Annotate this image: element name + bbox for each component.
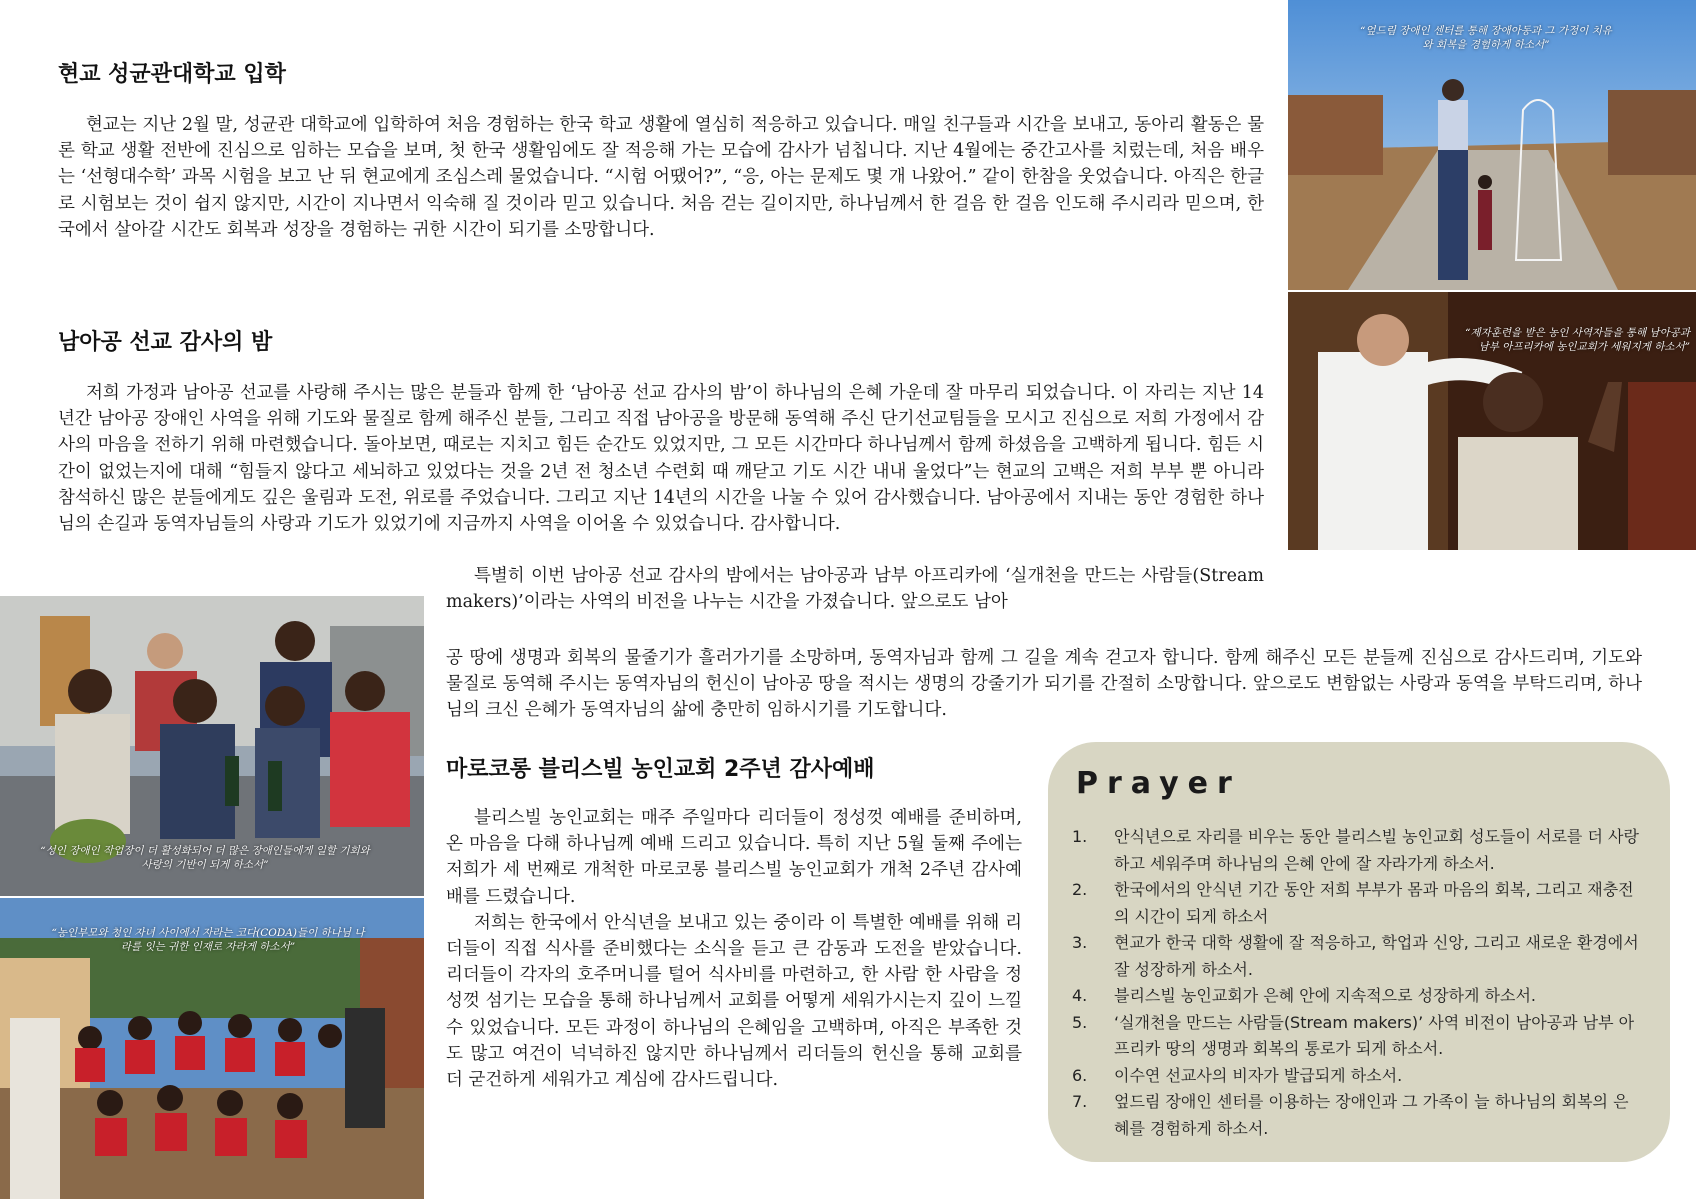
section-body-thanks-night-a (58, 380, 1264, 537)
prayer-item (1072, 1063, 1640, 1090)
prayer-item-text: ‘실개천을 만드는 사람들(Stream makers)’ 사역 비전이 남아공과 남부 아프리카 땅의 생명과 회복의 통로가 되게 하소서. (1114, 1012, 1635, 1058)
section-title-anniversary: 마로코롱 블리스빌 농인교회 2주년 감사예배 (446, 757, 875, 782)
prayer-item (1072, 930, 1640, 983)
prayer-item-text: 현교가 한국 대학 생활에 잘 적응하고, 학업과 신앙, 그리고 새로운 환경에서 잘 성장하게 하소서. (1114, 933, 1639, 979)
paragraph: 공 땅에 생명과 회복의 물줄기가 흘러가기를 소망하며, 동역자님과 함께 그 길을 계속 걷고자 합니다. 함께 해주신 모든 분들께 진심으로 감사드리며, 기도와 물질로 동역해 주시는 동역자님의 헌신이 남아공 땅을 적시는 생명의 강줄기가 되기를 간절히 소망합니다. 앞으로도 변함없는 사랑과 동역을 부탁드리며, 하나님의 크신 은혜가 동역자님의 삶에 충만히 임하시기를 기도합니다. (446, 648, 1642, 721)
photo-caption: “제자훈련을 받은 농인 사역자들을 통해 남아공과 남부 아프리카에 농인교회가 세워지게 하소서” (1465, 327, 1690, 353)
prayer-item-number: 1. (1072, 827, 1088, 846)
prayer-title: Prayer (1076, 766, 1241, 801)
prayer-item-number: 7. (1072, 1092, 1088, 1111)
paragraph: 특별히 이번 남아공 선교 감사의 밤에서는 남아공과 남부 아프리카에 ‘실개천을 만드는 사람들(Stream makers)’이라는 사역의 비전을 나누는 시간을 가졌습니다. 앞으로도 남아 (446, 566, 1264, 613)
prayer-item-number: 2. (1072, 880, 1088, 899)
prayer-item (1072, 877, 1640, 930)
section-body-university (58, 112, 1264, 243)
prayer-item (1072, 1010, 1640, 1063)
section-body-anniversary (446, 805, 1022, 1093)
paragraph: 저희 가정과 남아공 선교를 사랑해 주시는 많은 분들과 함께 한 ‘남아공 선교 감사의 밤’이 하나님의 은혜 가운데 잘 마무리 되었습니다. 이 자리는 지난 14년간 남아공 장애인 사역을 위해 기도와 물질로 함께 해주신 분들, 그리고 직접 남아공을 방문해 동역해 주신 단기선교팀들을 모시고 진심으로 저희 가정에서 감사의 마음을 전하기 위해 마련했습니다. 돌아보면, 때로는 지치고 힘든 순간도 있었지만, 그 모든 시간마다 하나님께서 함께 하셨음을 고백하게 됩니다. 힘든 시간이 없었는지에 대해 “힘들지 않다고 세뇌하고 있었다는 것을 2년 전 청소년 수련회 때 깨닫고 기도 시간 내내 울었다”는 현교의 고백은 저희 부부 뿐 아니라 참석하신 많은 분들에게도 깊은 울림과 도전, 위로를 주었습니다. 그리고 지난 14년의 시간을 나눌 수 있어 감사했습니다. 남아공에서 지내는 동안 경험한 하나님의 손길과 동역자님들의 사랑과 기도가 있었기에 지금까지 사역을 이어올 수 있었습니다. 감사합니다. (58, 383, 1264, 535)
photo-caption: “성인 장애인 작업장이 더 활성화되어 더 많은 장애인들에게 일할 기회와 사랑의 기반이 되게 하소서” (40, 845, 370, 871)
paragraph: 블리스빌 농인교회는 매주 주일마다 리더들이 정성껏 예배를 준비하며, 온 마음을 다해 하나님께 예배 드리고 있습니다. 특히 지난 5월 둘째 주에는 저희가 세 번째로 개척한 마로코롱 블리스빌 농인교회가 개척 2주년 감사예배를 드렸습니다. (446, 808, 1022, 907)
paragraph: 현교는 지난 2월 말, 성균관 대학교에 입학하여 처음 경험하는 한국 학교 생활에 열심히 적응하고 있습니다. 매일 친구들과 시간을 보내고, 동아리 활동은 물론 학교 생활 전반에 진심으로 임하는 모습을 보며, 첫 한국 생활임에도 잘 적응해 가는 모습에 감사가 넘칩니다. 지난 4월에는 중간고사를 치렀는데, 처음 배우는 ‘선형대수학’ 과목 시험을 보고 난 뒤 현교에게 조심스레 물었습니다. “시험 어땠어?”, “응, 아는 문제도 몇 개 나왔어.” 같이 한참을 웃었습니다. 아직은 한글로 시험보는 것이 쉽지 않지만, 시간이 지나면서 익숙해 질 것이라 믿고 있습니다. 처음 걷는 길이지만, 하나님께서 한 걸음 한 걸음 인도해 주시리라 믿으며, 한국에서 살아갈 시간도 회복과 성장을 경험하는 귀한 시간이 되기를 소망합니다. (58, 115, 1264, 240)
photo-caption: “농인부모와 청인 자녀 사이에서 자라는 코다(CODA)들이 하나님 나라를 잇는 귀한 인재로 자라게 하소서” (51, 927, 365, 953)
prayer-item-number: 3. (1072, 933, 1088, 952)
prayer-item (1072, 824, 1640, 877)
paragraph: 저희는 한국에서 안식년을 보내고 있는 중이라 이 특별한 예배를 위해 리더들이 직접 식사를 준비했다는 소식을 듣고 큰 감동과 도전을 받았습니다. 리더들이 각자의 호주머니를 털어 식사비를 마련하고, 한 사람 한 사람을 정성껏 섬기는 모습을 통해 하나님께서 교회를 어떻게 세워가시는지 깊이 느낄 수 있었습니다. 모든 과정이 하나님의 은혜임을 고백하며, 아직은 부족한 것도 많고 여건이 넉넉하진 않지만 하나님께서 리더들의 헌신을 통해 교회를 더 굳건하게 세워가고 계심에 감사드립니다. (446, 912, 1022, 1091)
prayer-item-number: 5. (1072, 1012, 1088, 1032)
section-body-thanks-night-b2 (446, 645, 1642, 724)
photo-coda-children (0, 898, 424, 1199)
prayer-item-number: 6. (1072, 1065, 1088, 1085)
photo-road-walk (1288, 0, 1696, 290)
prayer-box (1048, 742, 1670, 1162)
prayer-item (1072, 983, 1640, 1010)
section-title-university: 현교 성균관대학교 입학 (58, 62, 286, 87)
prayer-item (1072, 1089, 1640, 1142)
prayer-item-text: 엎드림 장애인 센터를 이용하는 장애인과 그 가족이 늘 하나님의 회복의 은혜를 경험하게 하소서. (1114, 1092, 1629, 1138)
section-body-thanks-night-b1 (446, 563, 1264, 615)
prayer-item-text: 블리스빌 농인교회가 은혜 안에 지속적으로 성장하게 하소서. (1114, 986, 1537, 1005)
prayer-list (1072, 824, 1640, 1142)
photo-caption: “엎드림 장애인 센터를 통해 장애아동과 그 가정이 치유와 회복을 경험하게 하소서” (1360, 25, 1612, 51)
prayer-item-text: 이수연 선교사의 비자가 발급되게 하소서. (1114, 1065, 1403, 1085)
prayer-item-number: 4. (1072, 986, 1088, 1005)
photo-workshop-group (0, 596, 424, 896)
photo-prayer (1288, 292, 1696, 550)
prayer-item-text: 안식년으로 자리를 비우는 동안 블리스빌 농인교회 성도들이 서로를 더 사랑하고 세워주며 하나님의 은혜 안에 잘 자라가게 하소서. (1114, 827, 1639, 873)
section-title-thanks-night: 남아공 선교 감사의 밤 (58, 330, 273, 355)
prayer-item-text: 한국에서의 안식년 기간 동안 저희 부부가 몸과 마음의 회복, 그리고 재충전의 시간이 되게 하소서 (1114, 880, 1634, 926)
